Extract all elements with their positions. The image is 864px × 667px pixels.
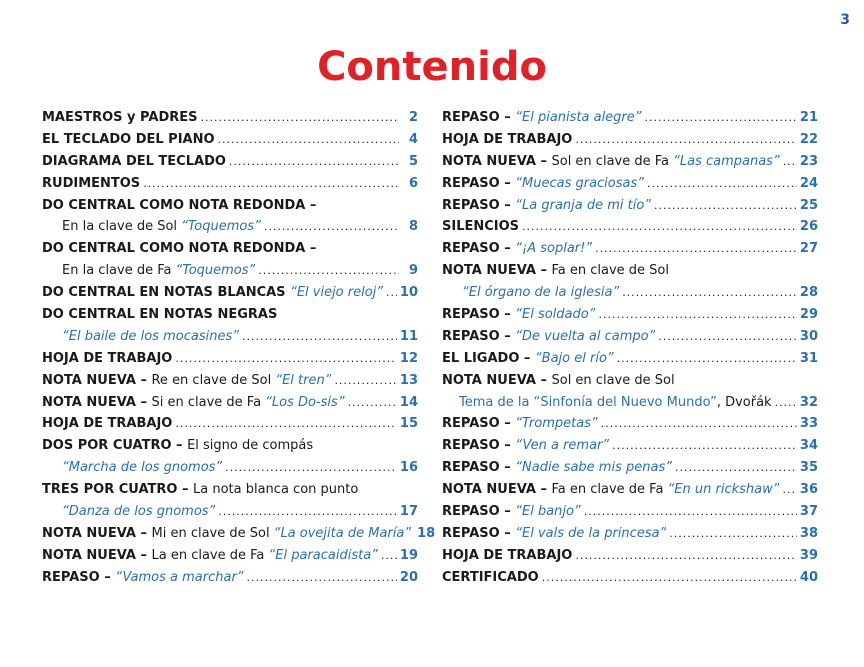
dot-leader	[348, 396, 397, 409]
toc-entry-composer: , Dvořák	[716, 394, 772, 410]
toc-entry-song-title: “Nadie sabe mis penas”	[515, 460, 672, 476]
toc-entry-heading: NOTA NUEVA –	[42, 547, 152, 563]
toc-entry	[42, 154, 418, 176]
toc-entry-label	[442, 307, 595, 322]
toc-entry	[442, 570, 818, 592]
toc-entry-page-number: 37	[799, 504, 818, 520]
toc-entry-label	[42, 176, 140, 191]
toc-entry-label	[62, 263, 255, 278]
toc-entry	[442, 351, 818, 373]
toc-entry-heading: REPASO –	[442, 438, 516, 454]
dot-leader	[783, 155, 797, 168]
toc-entry	[42, 438, 418, 460]
toc-entry-label	[442, 241, 592, 256]
toc-entry	[442, 329, 818, 351]
toc-entry-heading: NOTA NUEVA –	[42, 525, 152, 541]
toc-entry-label	[442, 176, 644, 191]
toc-left-column	[42, 110, 436, 592]
toc-entry-heading: NOTA NUEVA –	[442, 153, 552, 169]
dot-leader	[201, 111, 400, 124]
toc-entry-song-title: “¡A soplar!”	[515, 241, 593, 257]
toc-entry	[42, 198, 418, 220]
toc-entry-heading: HOJA DE TRABAJO	[42, 350, 173, 366]
toc-entry-page-number: 15	[399, 416, 418, 432]
toc-entry	[442, 285, 818, 307]
toc-entry-label	[42, 110, 198, 125]
toc-entry-heading: HOJA DE TRABAJO	[442, 131, 573, 147]
dot-leader	[584, 505, 797, 518]
toc-entry-song-title: “El órgano de la iglesia”	[462, 285, 620, 301]
toc-entry-page-number: 12	[399, 350, 418, 366]
toc-entry	[42, 307, 418, 329]
toc-entry-label	[442, 373, 675, 388]
toc-entry	[442, 263, 818, 285]
toc-entry	[42, 219, 418, 241]
toc-entry-subtitle: Re en clave de Sol	[151, 372, 276, 388]
dot-leader	[595, 242, 797, 255]
dot-leader	[575, 133, 797, 146]
toc-entry-page-number: 26	[799, 219, 818, 235]
toc-entry	[42, 373, 418, 395]
toc-entry	[42, 525, 436, 548]
toc-entry	[42, 570, 418, 592]
toc-entry-heading: REPASO –	[42, 569, 116, 585]
toc-entry-page-number: 24	[799, 175, 818, 191]
toc-entry-page-number: 14	[399, 394, 418, 410]
toc-entry-label	[42, 351, 172, 366]
dot-leader	[669, 527, 797, 540]
toc-entry-label	[442, 416, 598, 431]
dot-leader	[334, 374, 396, 387]
toc-entry	[442, 198, 818, 220]
toc-entry	[442, 416, 818, 438]
toc-entry-song-title: “El paracaidista”	[268, 547, 378, 563]
toc-entry-song-title: “El vals de la princesa”	[515, 525, 667, 541]
toc-entry-heading: NOTA NUEVA –	[42, 394, 152, 410]
toc-entry-heading: DOS POR CUATRO –	[42, 438, 188, 454]
toc-entry-label	[42, 570, 244, 585]
toc-entry-label	[42, 373, 331, 388]
toc-entry-page-number: 38	[799, 525, 818, 541]
toc-entry-subtitle: Sol en clave de Fa	[551, 153, 674, 169]
toc-entry-song-title: “Toquemos”	[181, 219, 261, 235]
toc-entry-song-title: “La granja de mi tío”	[515, 197, 652, 213]
toc-entry-label	[42, 198, 316, 213]
toc-entry-label	[62, 219, 261, 234]
toc-entry-song-title: “El tren”	[275, 372, 332, 388]
toc-entry	[442, 219, 818, 241]
toc-entry-song-title: “Vamos a marchar”	[115, 569, 244, 585]
toc-entry	[42, 241, 418, 263]
toc-entry-heading: EL LIGADO –	[442, 350, 535, 366]
toc-entry-song-title: “En un rickshaw”	[667, 482, 780, 498]
toc-entry	[42, 416, 418, 438]
toc-entry-song-title: “El banjo”	[515, 504, 581, 520]
toc-entry-label	[442, 482, 779, 497]
dot-leader	[658, 330, 797, 343]
toc-entry	[442, 395, 818, 417]
toc-entry-subtitle: Fa en clave de Sol	[551, 263, 669, 279]
toc-entry-page-number: 39	[799, 547, 818, 563]
toc-entry	[442, 504, 818, 526]
toc-entry-heading: NOTA NUEVA –	[442, 482, 552, 498]
toc-entry-page-number: 8	[408, 219, 418, 235]
toc-entry-page-number: 22	[799, 131, 818, 147]
toc-entry-page-number: 6	[408, 175, 418, 191]
toc-entry-label	[42, 416, 172, 431]
toc-entry-label	[62, 460, 222, 475]
toc-entry-label	[442, 548, 572, 563]
toc-entry-heading: SILENCIOS	[442, 219, 520, 235]
toc-entry-page-number: 16	[399, 460, 418, 476]
toc-entry-song-title: “La ovejita de María”	[273, 525, 412, 541]
toc-entry-page-number: 18	[417, 525, 436, 541]
toc-entry-song-title: “Danza de los gnomos”	[62, 504, 216, 520]
toc-entry	[442, 460, 818, 482]
toc-entry-page-number: 32	[799, 394, 818, 410]
toc-entry-song-title: “Bajo el río”	[534, 350, 614, 366]
toc-entry-heading: NOTA NUEVA –	[42, 372, 152, 388]
toc-entry-heading: HOJA DE TRABAJO	[442, 547, 573, 563]
toc-entry-page-number: 27	[799, 241, 818, 257]
toc-entry-subtitle: Sol en clave de Sol	[551, 372, 675, 388]
toc-entry-page-number: 30	[799, 328, 818, 344]
toc-entry-page-number: 25	[799, 197, 818, 213]
dot-leader	[542, 571, 797, 584]
toc-entry-page-number: 34	[799, 438, 818, 454]
toc-entry-page-number: 17	[399, 504, 418, 520]
dot-leader	[175, 352, 397, 365]
dot-leader	[782, 483, 796, 496]
toc-entry-page-number: 21	[799, 110, 818, 125]
dot-leader	[654, 199, 797, 212]
toc-entry-song-title: “Las campanas”	[673, 153, 780, 169]
toc-entry-subtitle: Fa en clave de Fa	[551, 482, 668, 498]
toc-entry-heading: REPASO –	[442, 416, 516, 432]
toc-entry	[42, 285, 418, 307]
toc-entry-heading: REPASO –	[442, 460, 516, 476]
toc-entry-label	[442, 460, 672, 475]
toc-entry-label	[442, 526, 666, 541]
toc-entry-subtitle: Mi en clave de Sol	[151, 525, 274, 541]
toc-entry-heading: DO CENTRAL COMO NOTA REDONDA –	[42, 197, 317, 213]
toc-entry-label	[42, 548, 378, 563]
toc-entry-heading: NOTA NUEVA –	[442, 263, 552, 279]
toc-entry-subtitle: En la clave de Sol	[62, 219, 182, 235]
dot-leader	[218, 133, 399, 146]
toc-entry-song-title: “Muecas graciosas”	[515, 175, 644, 191]
toc-entry	[42, 548, 418, 570]
toc-entry-heading: REPASO –	[442, 175, 516, 191]
toc-entry-subtitle: La en clave de Fa	[151, 547, 269, 563]
dot-leader	[229, 155, 399, 168]
toc-entry-label	[442, 351, 614, 366]
dot-leader	[225, 461, 397, 474]
toc-entry-subtitle: El signo de compás	[187, 438, 314, 454]
toc-entry-page-number: 20	[399, 569, 418, 585]
toc-entry	[42, 504, 418, 526]
toc-entry-heading: TRES POR CUATRO –	[42, 482, 193, 498]
toc-entry-page-number: 31	[799, 350, 818, 366]
toc-entry-page-number: 4	[408, 131, 418, 147]
dot-leader	[143, 177, 399, 190]
toc-entry-heading: EL TECLADO DEL PIANO	[42, 131, 215, 147]
toc-entry-page-number: 19	[399, 547, 418, 563]
toc-entry	[442, 154, 818, 176]
toc-entry	[442, 241, 818, 263]
toc-entry	[42, 110, 418, 132]
dot-leader	[675, 461, 797, 474]
toc-entry-label	[442, 329, 655, 344]
toc-entry-heading: REPASO –	[442, 110, 516, 125]
toc-entry-song-title: “Ven a remar”	[515, 438, 610, 454]
toc-entry-label	[442, 154, 780, 169]
dot-leader	[622, 286, 797, 299]
toc-entry-subtitle: Si en clave de Fa	[151, 394, 266, 410]
toc-entry-heading: NOTA NUEVA –	[442, 372, 552, 388]
toc-entry-song-title: “Los Do-sis”	[265, 394, 345, 410]
toc-entry-heading: CERTIFICADO	[442, 569, 539, 585]
toc-entry-heading: REPASO –	[442, 307, 516, 323]
toc-entry-song-title: “Trompetas”	[515, 416, 598, 432]
toc-entry	[42, 263, 418, 285]
toc-entry-label	[42, 482, 358, 497]
dot-leader	[645, 111, 797, 124]
dot-leader	[601, 417, 797, 430]
toc-entry-label	[62, 504, 215, 519]
toc-entry-label	[42, 154, 226, 169]
toc-entry-subtitle: En la clave de Fa	[62, 263, 176, 279]
dot-leader	[264, 220, 399, 233]
toc-entry	[42, 482, 418, 504]
dot-leader	[522, 220, 797, 233]
toc-entry	[442, 132, 818, 154]
toc-entry-heading: MAESTROS y PADRES	[42, 110, 198, 125]
toc-entry-page-number: 11	[399, 328, 418, 344]
dot-leader	[386, 286, 397, 299]
toc-entry	[42, 460, 418, 482]
toc-entry-page-number: 9	[408, 263, 418, 279]
toc-entry	[442, 438, 818, 460]
toc-entry-label	[42, 438, 313, 453]
toc-entry-heading: HOJA DE TRABAJO	[42, 416, 173, 432]
toc-entry-page-number: 35	[799, 460, 818, 476]
toc-entry	[42, 351, 418, 373]
dot-leader	[247, 571, 397, 584]
toc-entry-song-title: Tema de la “Sinfonía del Nuevo Mundo”	[459, 394, 717, 410]
toc-entry-label	[442, 438, 609, 453]
toc-entry-label	[442, 132, 572, 147]
toc-entry	[442, 110, 818, 132]
toc-entry-heading: REPASO –	[442, 241, 516, 257]
dot-leader	[381, 549, 397, 562]
toc-entry-page-number: 2	[408, 110, 418, 125]
toc-entry	[442, 548, 818, 570]
toc-entry-heading: REPASO –	[442, 197, 516, 213]
toc-entry	[442, 526, 818, 548]
toc-entry-song-title: “Toquemos”	[175, 263, 256, 279]
toc-entry-label	[42, 132, 215, 147]
toc-entry-heading: REPASO –	[442, 504, 516, 520]
toc-entry-song-title: “El baile de los mocasines”	[62, 328, 239, 344]
toc-entry-heading: REPASO –	[442, 328, 516, 344]
toc-entry-heading: DO CENTRAL COMO NOTA REDONDA –	[42, 241, 317, 257]
dot-leader	[242, 330, 397, 343]
dot-leader	[575, 549, 797, 562]
page-title: Contenido	[317, 44, 547, 90]
toc-entry-page-number: 23	[799, 153, 818, 169]
page-number: 3	[840, 12, 850, 28]
toc-right-column	[442, 110, 818, 592]
toc-entry-song-title: “El pianista alegre”	[515, 110, 642, 125]
toc-entry-label	[42, 395, 345, 410]
dot-leader	[612, 439, 797, 452]
toc-entry-heading: DO CENTRAL EN NOTAS BLANCAS	[42, 285, 291, 301]
toc-entry-page-number: 10	[399, 285, 418, 301]
toc-entry-heading: DO CENTRAL EN NOTAS NEGRAS	[42, 307, 278, 323]
dot-leader	[175, 417, 397, 430]
toc-entry-page-number: 33	[799, 416, 818, 432]
dot-leader	[775, 396, 797, 409]
toc-entry-page-number: 13	[399, 372, 418, 388]
toc-entry	[442, 482, 818, 504]
toc-entry-label	[42, 285, 383, 300]
toc-entry-label	[442, 198, 651, 213]
dot-leader	[218, 505, 397, 518]
toc-entry-label	[459, 395, 772, 410]
toc-entry	[442, 373, 818, 395]
toc-entry-label	[442, 110, 642, 125]
toc-entry	[42, 176, 418, 198]
toc-entry-label	[442, 263, 669, 278]
toc-entry	[42, 132, 418, 154]
toc-entry-label	[42, 241, 316, 256]
toc-entry-song-title: “El soldado”	[515, 307, 596, 323]
toc-entry	[442, 307, 818, 329]
toc-entry-label	[442, 570, 539, 585]
toc-entry-page-number: 40	[799, 569, 818, 585]
toc-entry-song-title: “El viejo reloj”	[290, 285, 384, 301]
toc-entry-label	[62, 329, 239, 344]
dot-leader	[617, 352, 797, 365]
toc-entry-heading: DIAGRAMA DEL TECLADO	[42, 153, 226, 169]
toc-entry-label	[442, 219, 519, 234]
toc-entry	[42, 329, 418, 351]
dot-leader	[647, 177, 797, 190]
dot-leader	[598, 308, 796, 321]
toc-entry-song-title: “De vuelta al campo”	[515, 328, 656, 344]
toc-entry-heading: RUDIMENTOS	[42, 175, 141, 191]
dot-leader	[258, 264, 399, 277]
toc-entry	[442, 176, 818, 198]
toc-entry-heading: REPASO –	[442, 525, 516, 541]
toc-entry-song-title: “Marcha de los gnomos”	[62, 460, 223, 476]
toc-entry-label	[462, 285, 619, 300]
toc-entry-label	[442, 504, 581, 519]
toc-entry-page-number: 29	[799, 307, 818, 323]
toc-entry	[42, 395, 418, 417]
toc-entry-subtitle: La nota blanca con punto	[193, 482, 359, 498]
toc-entry-page-number: 5	[408, 153, 418, 169]
toc-entry-label	[42, 526, 411, 541]
toc-entry-page-number: 28	[799, 285, 818, 301]
toc-entry-label	[42, 307, 277, 322]
toc-entry-page-number: 36	[799, 482, 818, 498]
